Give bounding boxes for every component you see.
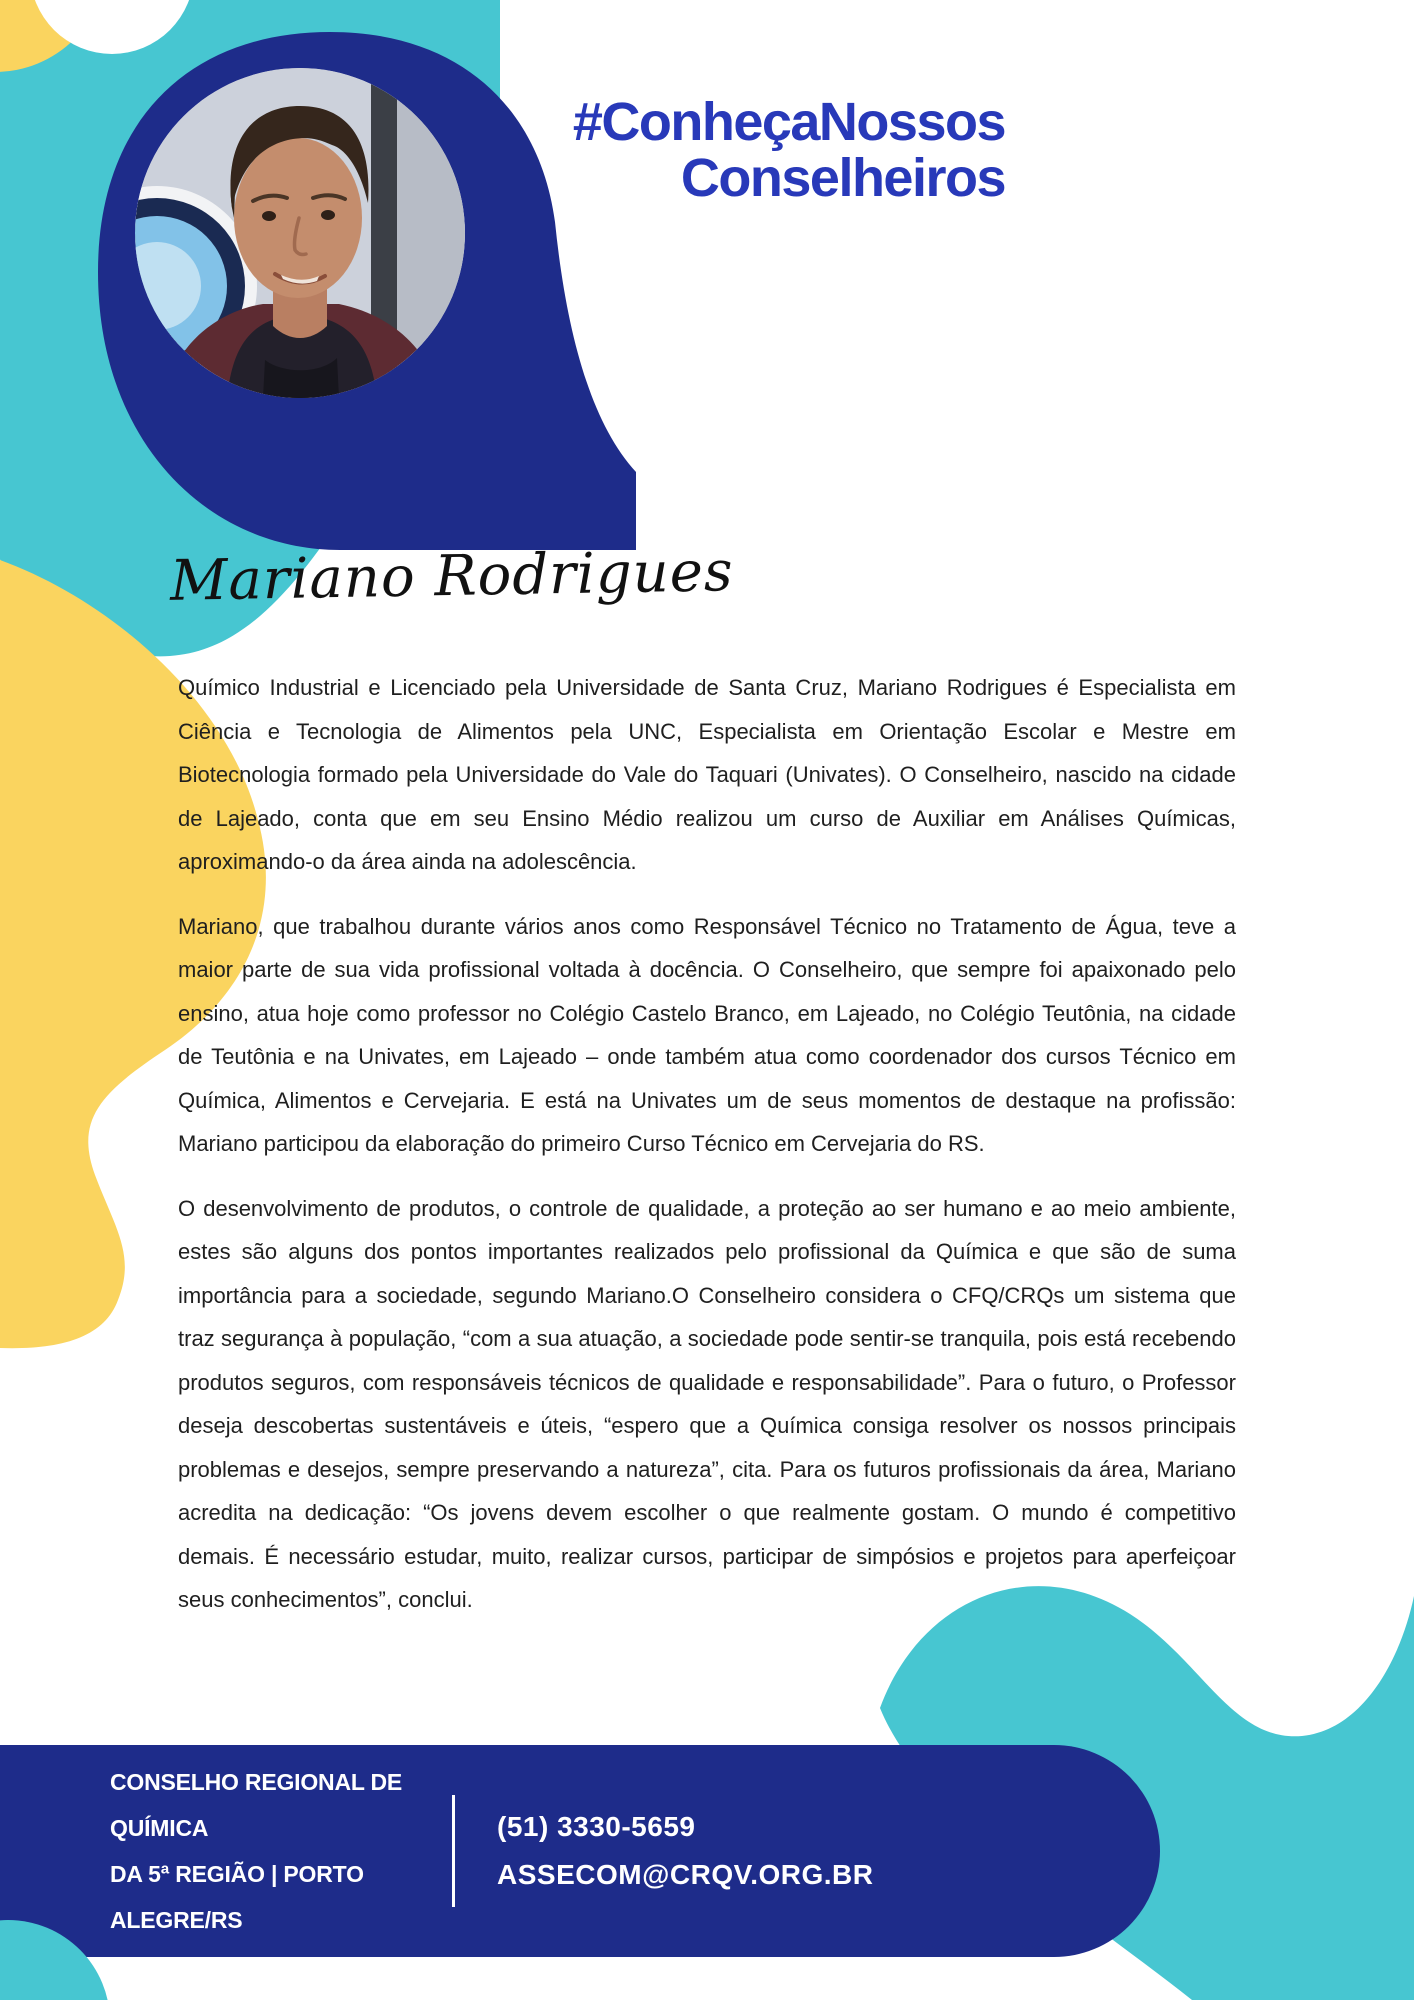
bio-text	[178, 666, 1236, 1643]
email-address: ASSECOM@CRQV.ORG.BR	[497, 1859, 874, 1890]
profile-photo	[135, 68, 465, 398]
footer-divider	[452, 1795, 455, 1907]
org-line1: CONSELHO REGIONAL DE QUÍMICA	[110, 1769, 403, 1841]
footer-bar	[0, 1745, 1160, 1957]
bio-paragraph-1: Químico Industrial e Licenciado pela Universidade de Santa Cruz, Mariano Rodrigues é Especialista em Ciência e Tecnologia de Alimentos pela UNC, Especialista em Orientação Escolar e Mestre em Biotecnologia formado pela Universidade do Vale do Taquari (Univates). O Conselheiro, nascido na cidade de Lajeado, conta que em seu Ensino Médio realizou um curso de Auxiliar em Análises Químicas, aproximando-o da área ainda na adolescência.	[178, 675, 1236, 874]
bio-paragraph-2: Mariano, que trabalhou durante vários anos como Responsável Técnico no Tratamento de Água, teve a maior parte de sua vida profissional voltada à docência. O Conselheiro, que sempre foi apaixonado pelo ensino, atua hoje como professor no Colégio Castelo Branco, em Lajeado, no Colégio Teutônia, na cidade de Teutônia e na Univates, em Lajeado – onde também atua como coordenador dos cursos Técnico em Química, Alimentos e Cervejaria. E está na Univates um de seus momentos de destaque na profissão: Mariano participou da elaboração do primeiro Curso Técnico em Cervejaria do RS.	[178, 913, 1236, 1156]
org-name	[110, 1759, 442, 1943]
campaign-hashtag	[573, 94, 1005, 206]
portrait-illustration	[135, 68, 465, 398]
counselor-name: Mariano Rodrigues	[169, 539, 735, 614]
hashtag-line2: Conselheiros	[680, 148, 1005, 208]
hashtag-line1: #ConheçaNossos	[572, 92, 1005, 152]
contact-info	[497, 1803, 873, 1899]
phone-number: (51) 3330-5659	[497, 1811, 696, 1842]
org-line2: DA 5ª REGIÃO | PORTO ALEGRE/RS	[110, 1861, 364, 1933]
bio-paragraph-3: O desenvolvimento de produtos, o controle de qualidade, a proteção ao ser humano e ao meio ambiente, estes são alguns dos pontos importantes realizados pelo profissional da Química e que são de suma importância para a sociedade, segundo Mariano.O Conselheiro considera o CFQ/CRQs um sistema que traz segurança à população, “com a sua atuação, a sociedade pode sentir-se tranquila, pois está recebendo produtos seguros, com responsáveis técnicos de qualidade e responsabilidade”. Para o futuro, o Professor deseja descobertas sustentáveis e úteis, “espero que a Química consiga resolver os nossos principais problemas e desejos, sempre preservando a natureza”, cita. Para os futuros profissionais da área, Mariano acredita na dedicação: “Os jovens devem escolher o que realmente gostam. O mundo é competitivo demais. É necessário estudar, muito, realizar cursos, participar de simpósios e projetos para aperfeiçoar seus conhecimentos”, conclui.	[178, 1195, 1236, 1612]
